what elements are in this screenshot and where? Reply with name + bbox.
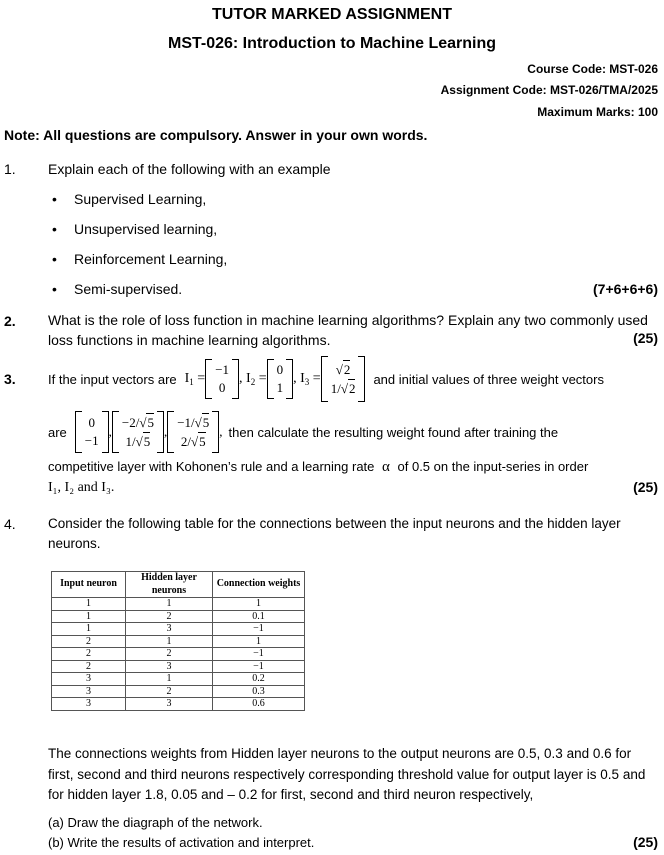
table-cell: −1	[213, 660, 305, 673]
table-cell: 3	[126, 660, 213, 673]
table-cell: 2	[126, 648, 213, 661]
table-cell: 3	[52, 698, 126, 711]
q1-item: • Supervised Learning,	[52, 191, 207, 207]
table-cell: 2	[52, 648, 126, 661]
q3-line3: competitive layer with Kohonen’s rule and a learning rate α of 0.5 on the input-series in order	[48, 459, 589, 475]
matrix-w2: −2/√5 1/√5	[112, 411, 164, 453]
q3-marks: (25)	[633, 479, 658, 495]
q4-part-b: (b) Write the results of activation and interpret.	[48, 835, 315, 850]
q3-number: 3.	[4, 371, 16, 387]
q1-item: • Reinforcement Learning,	[52, 251, 228, 267]
table-cell: 0.2	[213, 673, 305, 686]
document-title: TUTOR MARKED ASSIGNMENT	[212, 6, 452, 23]
q3-line1: If the input vectors are $I_1$ = −1 0 , $I_2$ = 0 1 , $I_3$ = √2 1/√2 and initial values of three weight vectors	[48, 356, 604, 402]
header-input-neuron: Input neuron	[52, 572, 126, 598]
q4-marks: (25)	[633, 834, 658, 850]
table-cell: 1	[126, 673, 213, 686]
table-cell: 2	[52, 635, 126, 648]
table-cell: 3	[126, 698, 213, 711]
alpha-symbol: α	[382, 459, 390, 475]
note: Note: All questions are compulsory. Answer in your own words.	[4, 127, 428, 143]
matrix-i2: 0 1	[267, 359, 294, 399]
table-cell: 1	[126, 635, 213, 648]
table-cell: 1	[52, 598, 126, 611]
table-cell: 1	[213, 635, 305, 648]
table-cell: 1	[213, 598, 305, 611]
table-row	[52, 660, 305, 673]
table-cell: 1	[52, 610, 126, 623]
table-row	[52, 623, 305, 636]
q2-text: What is the role of loss function in machine learning algorithms? Explain any two commonly used loss functions in machine learning algorithms.	[48, 312, 648, 348]
table-cell: 0.1	[213, 610, 305, 623]
q4-number: 4.	[4, 516, 16, 532]
table-row	[52, 648, 305, 661]
table-cell: 1	[126, 598, 213, 611]
table-cell: 0.6	[213, 698, 305, 711]
table-cell: 1	[52, 623, 126, 636]
table-cell: 3	[126, 623, 213, 636]
q3-line2: are 0 −1 , −2/√5 1/√5 , −1/√5 2/√5 , then calculate the resulting weight found after training the	[48, 409, 558, 455]
table-cell: 2	[52, 660, 126, 673]
matrix-w1: 0 −1	[75, 411, 109, 453]
q1-text: Explain each of the following with an example	[48, 161, 331, 177]
q4-part-a: (a) Draw the diagraph of the network.	[48, 815, 263, 830]
document-subtitle: MST-026: Introduction to Machine Learning	[167, 35, 496, 52]
q2-number: 2.	[4, 313, 16, 329]
table-row	[52, 673, 305, 686]
table-row	[52, 698, 305, 711]
table-cell: 0.3	[213, 685, 305, 698]
q1-item: • Unsupervised learning,	[52, 221, 218, 237]
table-row	[52, 685, 305, 698]
matrix-w3: −1/√5 2/√5	[167, 411, 219, 453]
table-row	[52, 610, 305, 623]
table-header-row	[52, 572, 305, 598]
q1-marks: (7+6+6+6)	[593, 281, 658, 297]
course-code: Course Code: MST-026	[527, 62, 658, 76]
table-cell: −1	[213, 623, 305, 636]
maximum-marks: Maximum Marks: 100	[537, 105, 658, 119]
header-hidden-layer-neurons: Hidden layer neurons	[126, 572, 213, 598]
matrix-i1: −1 0	[205, 359, 239, 399]
q4-intro: Consider the following table for the connections between the input neurons and the hidden layer neurons.	[48, 516, 621, 551]
assignment-code: Assignment Code: MST-026/TMA/2025	[440, 83, 658, 97]
connection-table	[51, 571, 305, 711]
header-connection-weights: Connection weights	[213, 572, 305, 598]
table-cell: 2	[126, 610, 213, 623]
table-cell: 3	[52, 673, 126, 686]
table-cell: 2	[126, 685, 213, 698]
table-row	[52, 598, 305, 611]
q1-number: 1.	[4, 161, 16, 177]
table-row	[52, 635, 305, 648]
table-cell: 3	[52, 685, 126, 698]
table-cell: −1	[213, 648, 305, 661]
q1-item: • Semi-supervised.	[52, 281, 183, 297]
q4-paragraph: The connections weights from Hidden layer neurons to the output neurons are 0.5, 0.3 and 0.6 for first, second and third neurons respectively corresponding threshold value for output layer is 0.5 and for hidden layer 1.8, 0.05 and – 0.2 for first, second and third neuron respectively,	[48, 746, 646, 802]
q2-marks: (25)	[633, 330, 658, 346]
q3-line4: I₁, I₂ and I₃.	[48, 480, 115, 495]
matrix-i3: √2 1/√2	[321, 356, 366, 402]
